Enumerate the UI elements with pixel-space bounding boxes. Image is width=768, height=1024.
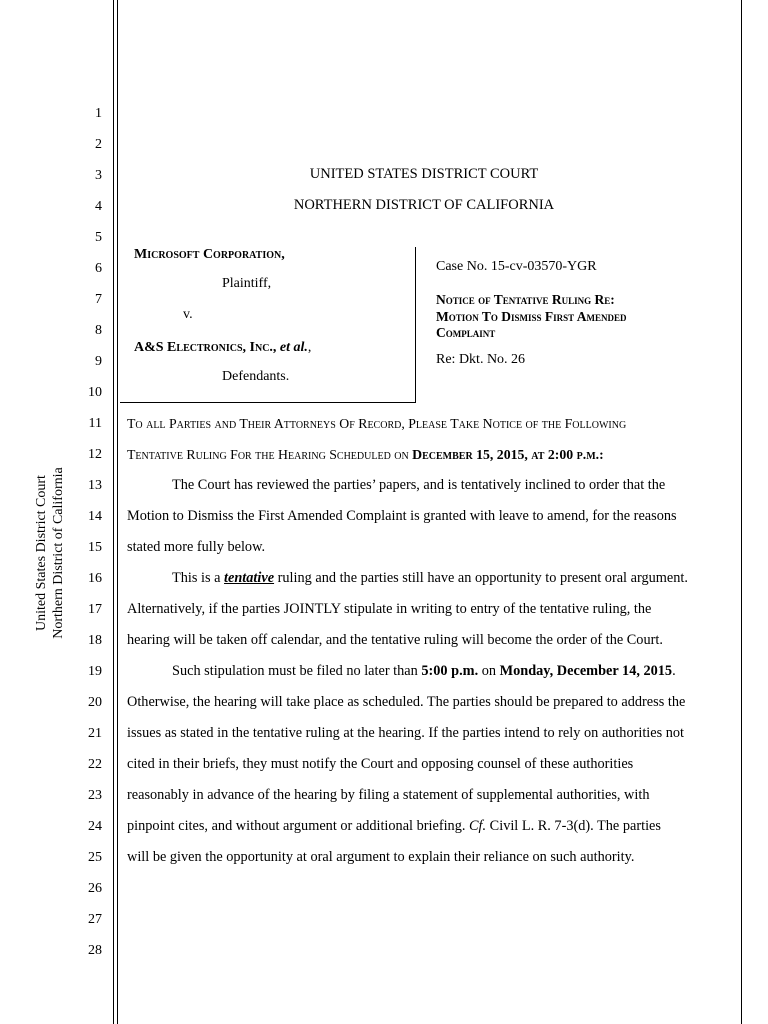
document-title	[436, 292, 627, 342]
deadline-date: Monday, December 14, 2015	[499, 663, 673, 679]
line-number: 12	[88, 447, 102, 462]
para3-line-3: issues as stated in the tentative ruling at the hearing. If the parties intend to rely on authorities not	[127, 725, 685, 741]
line-number: 9	[95, 354, 102, 369]
line-number: 17	[88, 602, 102, 617]
para3-line-4: cited in their briefs, they must notify the Court and opposing counsel of these authorities	[127, 756, 634, 772]
margin-rule-right	[741, 0, 742, 1024]
document-title-line-1: Notice of Tentative Ruling Re:	[436, 292, 615, 307]
para3-line-1	[172, 663, 676, 680]
line-number: 8	[95, 323, 102, 338]
line-number: 10	[88, 385, 102, 400]
line-number: 23	[88, 788, 102, 803]
para3-line-6	[127, 818, 661, 835]
para2-line-3: hearing will be taken off calendar, and the tentative ruling will become the order of the Court.	[127, 632, 663, 648]
plaintiff-role: Plaintiff,	[222, 276, 272, 291]
line-number: 13	[88, 478, 102, 493]
hearing-date: December 15, 2015, at 2:00 p.m.:	[412, 447, 604, 462]
para3-line-5: reasonably in advance of the hearing by filing a statement of supplemental authorities, with	[127, 787, 650, 803]
para3-line-7: will be given the opportunity at oral argument to explain their reliance on such authority.	[127, 849, 635, 865]
line-number: 25	[88, 850, 102, 865]
line-number: 15	[88, 540, 102, 555]
line-number: 18	[88, 633, 102, 648]
para1-line-1: The Court has reviewed the parties’ papers, and is tentatively inclined to order that the	[172, 477, 666, 493]
line-number: 6	[95, 261, 102, 276]
sidebar-line-1: United States District Court	[34, 475, 49, 631]
para3-text-c: on	[478, 663, 500, 679]
court-district: NORTHERN DISTRICT OF CALIFORNIA	[293, 197, 555, 213]
sidebar-line-2: Northern District of California	[51, 467, 66, 639]
line-number: 2	[95, 137, 102, 152]
plaintiff-name: Microsoft Corporation,	[134, 247, 285, 262]
margin-rule-left-outer	[113, 0, 114, 1024]
tentative-emphasis: tentative	[224, 570, 275, 586]
notice-line-2	[127, 446, 604, 463]
deadline-time: 5:00 p.m.	[421, 663, 479, 679]
line-number: 27	[88, 912, 102, 927]
case-number: Case No. 15-cv-03570-YGR	[436, 259, 597, 274]
para2-line-1	[172, 570, 688, 587]
line-number: 26	[88, 881, 102, 896]
docket-reference: Re: Dkt. No. 26	[436, 352, 526, 367]
line-number: 16	[88, 571, 102, 586]
para1-line-2: Motion to Dismiss the First Amended Complaint is granted with leave to amend, for the reasons	[127, 508, 677, 524]
line-number: 3	[95, 168, 102, 183]
court-name: UNITED STATES DISTRICT COURT	[309, 166, 539, 182]
para2-text-b: ruling and the parties still have an opportunity to present oral argument.	[274, 570, 688, 586]
document-title-line-3: Complaint	[436, 325, 496, 340]
line-number: 5	[95, 230, 102, 245]
defendant-name: A&S Electronics, Inc.,	[134, 340, 277, 355]
line-number: 4	[95, 199, 102, 214]
line-number: 20	[88, 695, 102, 710]
line-number: 22	[88, 757, 102, 772]
para3-text-6b: Civil L. R. 7-3(d). The parties	[486, 818, 661, 834]
notice-line-1: To all Parties and Their Attorneys Of Record, Please Take Notice of the Following	[127, 416, 627, 431]
para3-text-6a: pinpoint cites, and without argument or additional briefing.	[127, 818, 470, 834]
line-number: 7	[95, 292, 102, 307]
para3-line-2: Otherwise, the hearing will take place as scheduled. The parties should be prepared to address the	[127, 694, 686, 710]
line-number: 11	[88, 416, 102, 431]
margin-rule-left-inner	[117, 0, 118, 1024]
para3-text-a: Such stipulation must be filed no later than	[172, 663, 422, 679]
line-number: 14	[88, 509, 102, 524]
para2-text-a: This is a	[172, 570, 225, 586]
defendant-comma: ,	[307, 340, 312, 355]
line-number: 28	[88, 943, 102, 958]
para2-line-2: Alternatively, if the parties JOINTLY stipulate in writing to entry of the tentative ruling, the	[127, 601, 652, 617]
para1-line-3: stated more fully below.	[127, 539, 266, 555]
line-number: 24	[88, 819, 102, 834]
versus: v.	[183, 307, 193, 322]
notice-line-2-text: Tentative Ruling For the Hearing Scheduled on	[127, 447, 413, 462]
line-number: 1	[95, 106, 102, 121]
defendant-etal: et al.	[279, 340, 308, 355]
defendant-role: Defendants.	[222, 369, 290, 384]
cf-signal: Cf.	[469, 818, 487, 834]
line-number: 21	[88, 726, 102, 741]
para3-text-e: .	[672, 663, 676, 679]
line-number: 19	[88, 664, 102, 679]
document-title-line-2: Motion To Dismiss First Amended	[436, 308, 627, 324]
defendant-line	[134, 340, 311, 356]
